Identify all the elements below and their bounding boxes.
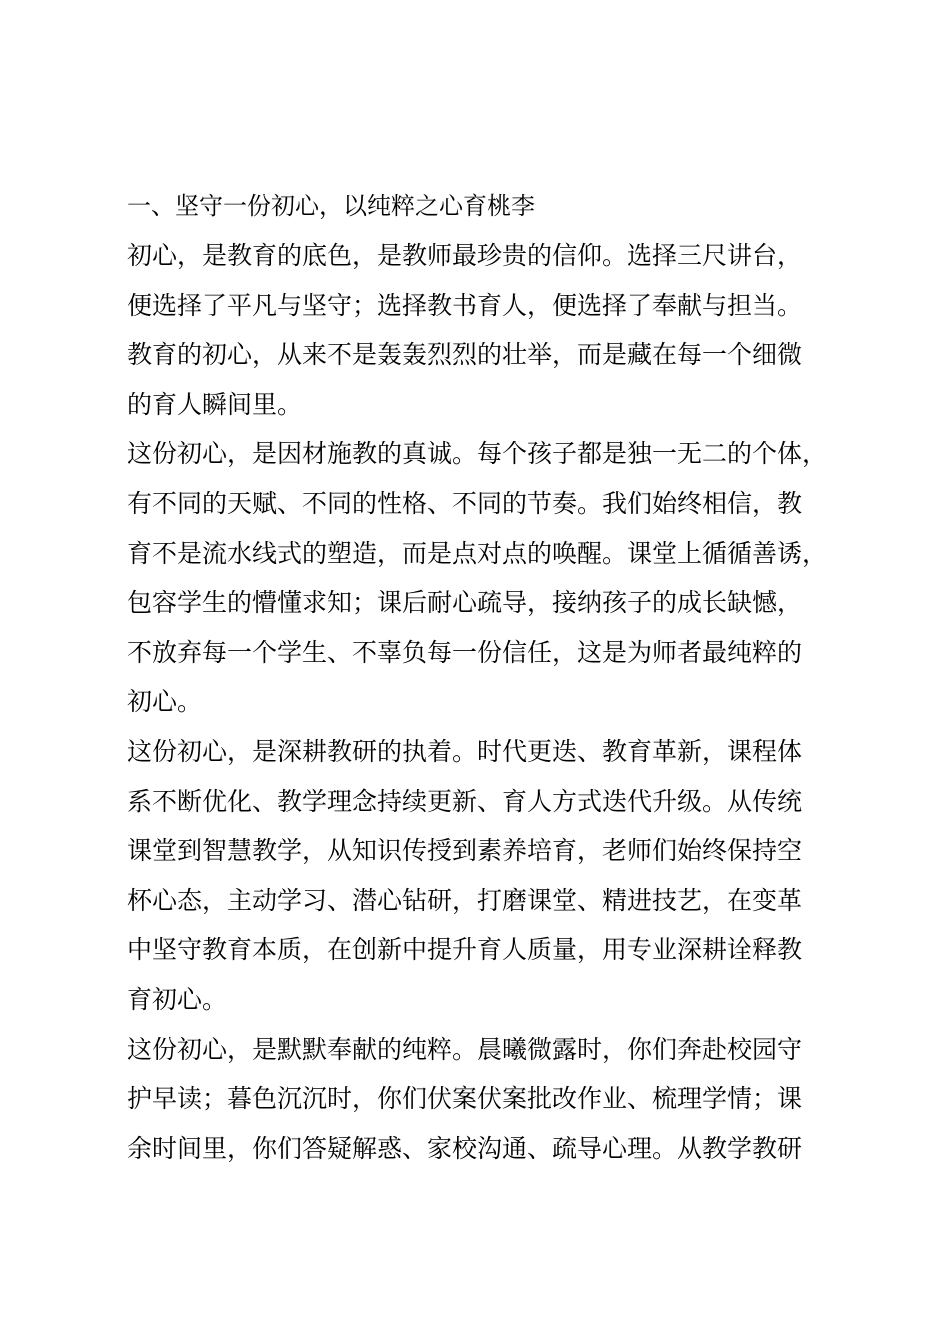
- text-line: 这份初心，是默默奉献的纯粹。晨曦微露时，你们奔赴校园守: [127, 1034, 803, 1064]
- text-line: 中坚守教育本质，在创新中提升育人质量，用专业深耕诠释教: [127, 935, 803, 965]
- document-body: [127, 181, 862, 1173]
- text-line: 教育的初心，从来不是轰轰烈烈的壮举，而是藏在每一个细微: [127, 340, 803, 370]
- text-line: 课堂到智慧教学，从知识传授到素养培育，老师们始终保持空: [127, 836, 803, 866]
- text-line: 这份初心，是深耕教研的执着。时代更迭、教育革新，课程体: [127, 736, 803, 766]
- text-line: 系不断优化、教学理念持续更新、育人方式迭代升级。从传统: [127, 786, 803, 816]
- text-line: 余时间里，你们答疑解惑、家校沟通、疏导心理。从教学教研: [127, 1133, 803, 1163]
- text-line: 的育人瞬间里。: [127, 389, 303, 419]
- text-line: 有不同的天赋、不同的性格、不同的节奏。我们始终相信，教: [127, 488, 803, 518]
- section-heading: 一、坚守一份初心，以纯粹之心育桃李: [127, 192, 535, 220]
- text-line: 不放弃每一个学生、不辜负每一份信任，这是为师者最纯粹的: [127, 637, 803, 667]
- text-line: 育初心。: [127, 984, 228, 1014]
- text-line: 育不是流水线式的塑造，而是点对点的唤醒。课堂上循循善诱，: [127, 538, 828, 568]
- text-line: 初心，是教育的底色，是教师最珍贵的信仰。选择三尺讲台，: [127, 241, 803, 270]
- text-line: 便选择了平凡与坚守；选择教书育人，便选择了奉献与担当。: [127, 290, 803, 320]
- text-line: 这份初心，是因材施教的真诚。每个孩子都是独一无二的个体，: [127, 439, 828, 469]
- text-line: 护早读；暮色沉沉时，你们伏案伏案批改作业、梳理学情；课: [127, 1084, 803, 1114]
- text-line: 初心。: [127, 687, 203, 717]
- text-line: 杯心态，主动学习、潜心钻研，打磨课堂、精进技艺，在变革: [127, 885, 803, 915]
- text-line: 包容学生的懵懂求知；课后耐心疏导，接纳孩子的成长缺憾，: [127, 588, 803, 618]
